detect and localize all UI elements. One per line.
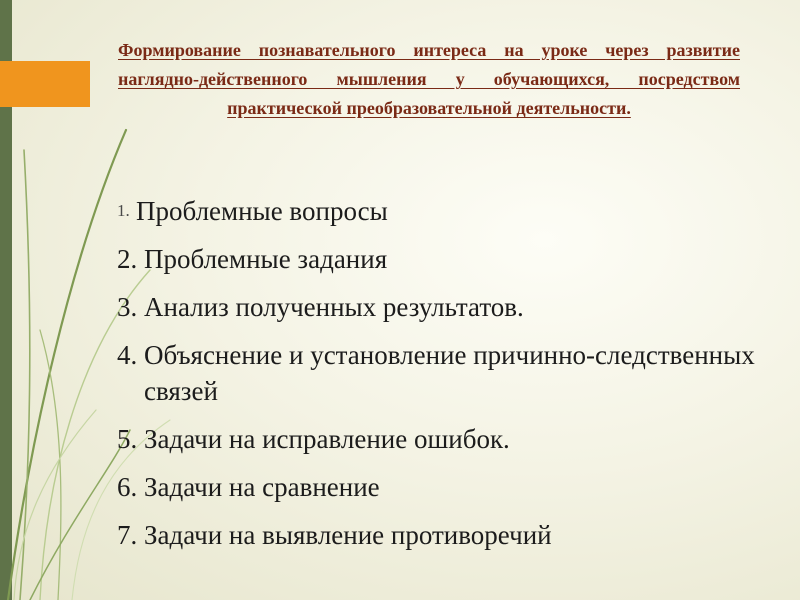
list-item <box>117 421 757 457</box>
list-item-number: 2. <box>117 244 144 274</box>
list-item-text: Задачи на выявление противоречий <box>144 520 552 550</box>
list-item-text: Задачи на сравнение <box>144 472 380 502</box>
slide-title: Формирование познавательного интереса на уроке через развитие наглядно-действенного мышления у обучающихся, посредством практической преобразовательной деятельности. <box>118 40 740 118</box>
list-item-text: Проблемные вопросы <box>136 196 388 226</box>
list-item-number: 1. <box>117 201 134 220</box>
techniques-list <box>117 193 757 565</box>
list-item-text: Анализ полученных результатов. <box>144 292 524 322</box>
list-item-text: Проблемные задания <box>144 244 388 274</box>
list-item-number: 5. <box>117 424 144 454</box>
list-item <box>117 517 757 553</box>
list-item <box>117 337 757 409</box>
list-item <box>117 193 757 229</box>
list-item-text: Объяснение и установление причинно-следственных связей <box>144 340 755 406</box>
list-item-text: Задачи на исправление ошибок. <box>144 424 510 454</box>
list-item-number: 4. <box>117 340 144 370</box>
list-item <box>117 469 757 505</box>
list-item <box>117 241 757 277</box>
list-item-number: 7. <box>117 520 144 550</box>
list-item <box>117 289 757 325</box>
list-item-number: 6. <box>117 472 144 502</box>
list-item-number: 3. <box>117 292 144 322</box>
